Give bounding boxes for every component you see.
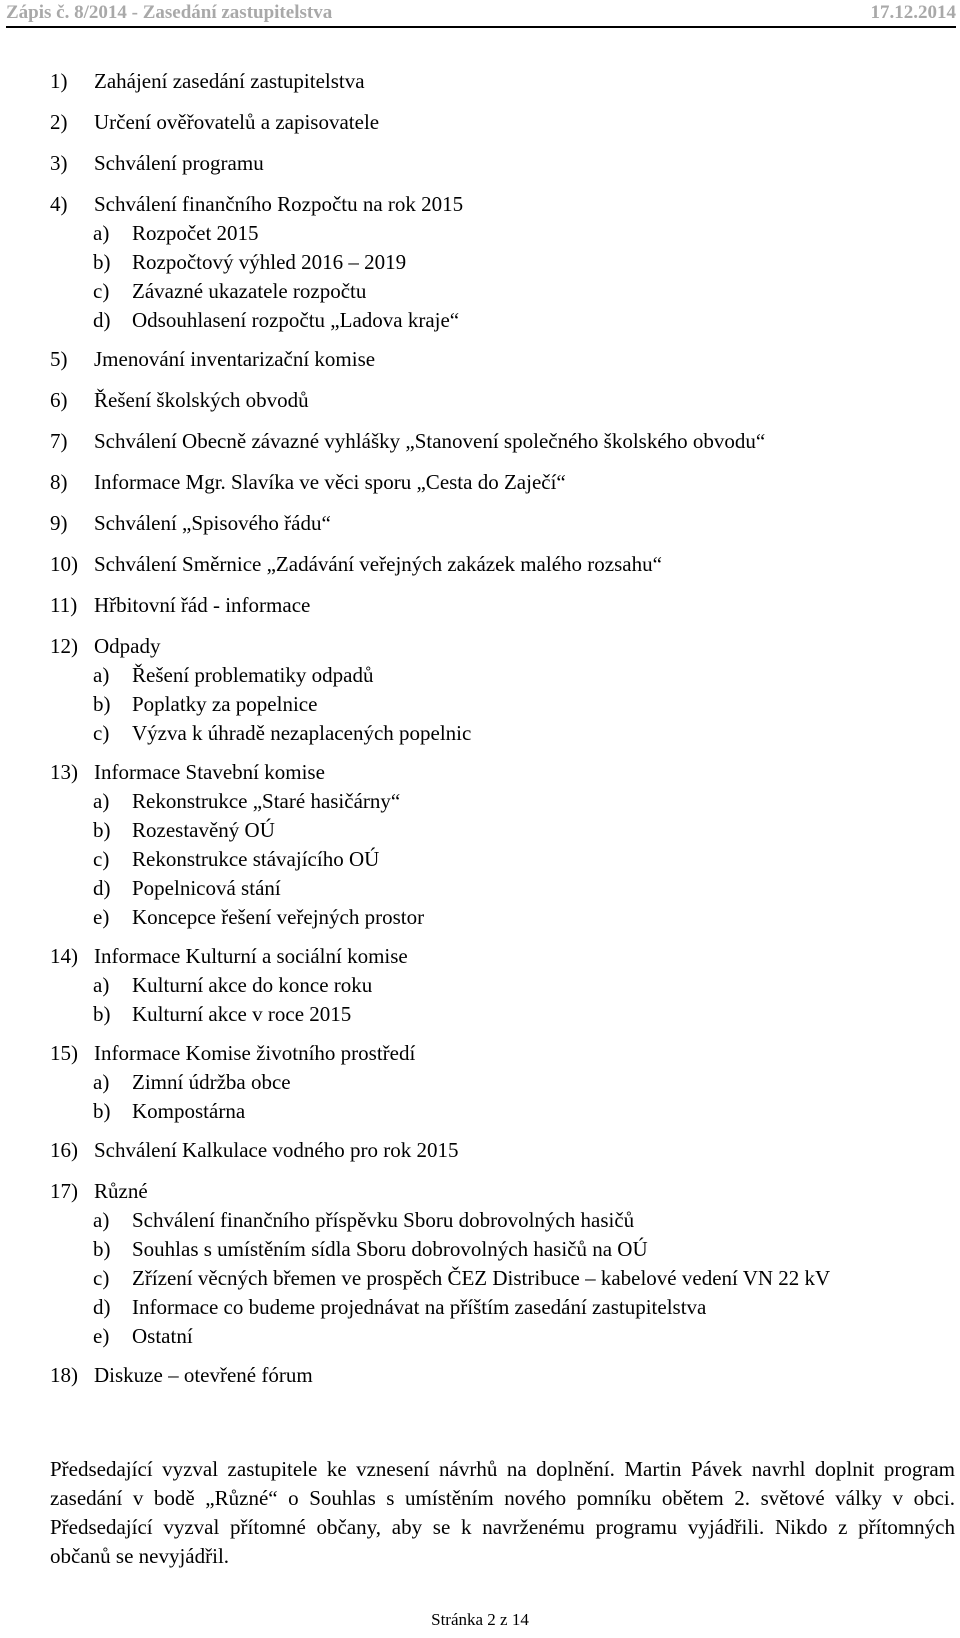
- agenda-item: [50, 942, 950, 971]
- agenda-item-number: 7): [50, 429, 68, 453]
- agenda-subitem: [50, 219, 950, 248]
- agenda-item-number: 12): [50, 634, 78, 658]
- agenda-subitem-text: Schválení finančního příspěvku Sboru dobrovolných hasičů: [132, 1208, 635, 1232]
- agenda-item-number: 13): [50, 760, 78, 784]
- agenda-item: [50, 591, 950, 620]
- agenda-subitem-text: Souhlas s umístěním sídla Sboru dobrovolných hasičů na OÚ: [132, 1237, 648, 1261]
- agenda-item-text: Informace Komise životního prostředí: [94, 1041, 416, 1065]
- agenda-subitem-text: Kompostárna: [132, 1099, 246, 1123]
- agenda-item-number: 16): [50, 1138, 78, 1162]
- agenda-subitem-text: Rekonstrukce stávajícího OÚ: [132, 847, 380, 871]
- agenda-subitem: [50, 277, 950, 306]
- agenda-item-number: 14): [50, 944, 78, 968]
- agenda-item: [50, 632, 950, 661]
- agenda-item: [50, 386, 950, 415]
- agenda-item: [50, 108, 950, 137]
- agenda-item-text: Schválení „Spisového řádu“: [94, 511, 331, 535]
- agenda-subitem-letter: a): [93, 789, 110, 813]
- agenda-item-text: Schválení programu: [94, 151, 264, 175]
- agenda-subitem-letter: b): [93, 1002, 111, 1026]
- agenda-item: [50, 1177, 950, 1206]
- agenda-subitem: [50, 845, 950, 874]
- agenda-subitem: [50, 248, 950, 277]
- agenda-subitem: [50, 1322, 950, 1351]
- page-header: [6, 2, 956, 28]
- agenda-item-text: Různé: [94, 1179, 148, 1203]
- agenda-item-number: 6): [50, 388, 68, 412]
- agenda-subitem: [50, 1068, 950, 1097]
- agenda-subitem-letter: c): [93, 279, 110, 303]
- agenda-subitem-letter: a): [93, 1208, 110, 1232]
- agenda-item-text: Řešení školských obvodů: [94, 388, 309, 412]
- agenda-subitem-text: Rozestavěný OÚ: [132, 818, 275, 842]
- agenda-subitem-text: Rozpočet 2015: [132, 221, 259, 245]
- agenda-item-text: Schválení Obecně závazné vyhlášky „Stanovení společného školského obvodu“: [94, 429, 766, 453]
- agenda-subitem: [50, 1206, 950, 1235]
- agenda-item: [50, 758, 950, 787]
- agenda-subitem: [50, 1097, 950, 1126]
- agenda-item: [50, 468, 950, 497]
- agenda-subitem-text: Popelnicová stání: [132, 876, 281, 900]
- agenda-subitem-text: Řešení problematiky odpadů: [132, 663, 374, 687]
- agenda-item-text: Informace Mgr. Slavíka ve věci sporu „Cesta do Zaječí“: [94, 470, 566, 494]
- agenda-item-number: 11): [50, 593, 78, 617]
- agenda-subitem-letter: d): [93, 1295, 111, 1319]
- agenda-subitem-letter: d): [93, 876, 111, 900]
- agenda-subitem-text: Koncepce řešení veřejných prostor: [132, 905, 425, 929]
- agenda-subitem-letter: b): [93, 1099, 111, 1123]
- agenda-subitem-text: Zřízení věcných břemen ve prospěch ČEZ Distribuce – kabelové vedení VN 22 kV: [132, 1266, 831, 1290]
- agenda-subitem: [50, 719, 950, 748]
- agenda-subitem-text: Informace co budeme projednávat na příštím zasedání zastupitelstva: [132, 1295, 707, 1319]
- agenda-subitem-letter: b): [93, 250, 111, 274]
- agenda-subitem: [50, 1293, 950, 1322]
- agenda-item-number: 2): [50, 110, 68, 134]
- agenda-subitem-text: Rozpočtový výhled 2016 – 2019: [132, 250, 407, 274]
- agenda-subitem: [50, 661, 950, 690]
- agenda-subitem-text: Odsouhlasení rozpočtu „Ladova kraje“: [132, 308, 460, 332]
- agenda-subitem-letter: b): [93, 818, 111, 842]
- agenda-item-text: Odpady: [94, 634, 161, 658]
- agenda-item: [50, 427, 950, 456]
- agenda-item-number: 17): [50, 1179, 78, 1203]
- agenda-subitem-text: Kulturní akce do konce roku: [132, 973, 373, 997]
- agenda-subitem-letter: b): [93, 692, 111, 716]
- agenda-subitem-letter: a): [93, 663, 110, 687]
- agenda-subitem-text: Výzva k úhradě nezaplacených popelnic: [132, 721, 472, 745]
- document-title: Zápis č. 8/2014 - Zasedání zastupitelstva: [6, 2, 333, 23]
- agenda-item-number: 15): [50, 1041, 78, 1065]
- body-paragraph: Předsedající vyzval zastupitele ke vznesení návrhů na doplnění. Martin Pávek navrhl doplnit program zasedání v bodě „Různé“ o Souhlas s umístěním nového pomníku obětem 2. světové války v obci. Předsedající vyzval přítomné občany, aby se k navrženému programu vyjádřili. Nikdo z přítomných občanů se nevyjádřil.: [50, 1457, 955, 1568]
- agenda-item-text: Informace Kulturní a sociální komise: [94, 944, 408, 968]
- agenda-item-text: Schválení Směrnice „Zadávání veřejných zakázek malého rozsahu“: [94, 552, 662, 576]
- agenda-item: [50, 1136, 950, 1165]
- agenda-subitem-letter: d): [93, 308, 111, 332]
- agenda-subitem-text: Kulturní akce v roce 2015: [132, 1002, 352, 1026]
- agenda-subitem-letter: a): [93, 221, 110, 245]
- agenda-subitem-letter: c): [93, 847, 110, 871]
- agenda-item: [50, 1039, 950, 1068]
- agenda-item: [50, 550, 950, 579]
- agenda-subitem-letter: a): [93, 973, 110, 997]
- agenda-subitem-text: Závazné ukazatele rozpočtu: [132, 279, 367, 303]
- agenda-item-text: Určení ověřovatelů a zapisovatele: [94, 110, 380, 134]
- page-footer: Stránka 2 z 14: [431, 1610, 529, 1629]
- agenda-subitem: [50, 1264, 950, 1293]
- agenda-subitem-letter: a): [93, 1070, 110, 1094]
- agenda-item: [50, 1361, 950, 1390]
- agenda-item: [50, 190, 950, 219]
- agenda-item: [50, 345, 950, 374]
- agenda-subitem: [50, 874, 950, 903]
- agenda-item-number: 3): [50, 151, 68, 175]
- agenda-item-number: 5): [50, 347, 68, 371]
- agenda-item-text: Diskuze – otevřené fórum: [94, 1363, 313, 1387]
- agenda-item: [50, 67, 950, 96]
- document-date: 17.12.2014: [870, 2, 956, 23]
- agenda-subitem-letter: c): [93, 721, 110, 745]
- agenda-item-text: Jmenování inventarizační komise: [94, 347, 376, 371]
- agenda-item-text: Informace Stavební komise: [94, 760, 325, 784]
- agenda-subitem: [50, 816, 950, 845]
- agenda-subitem-text: Rekonstrukce „Staré hasičárny“: [132, 789, 401, 813]
- agenda-item-number: 8): [50, 470, 68, 494]
- agenda-subitem-text: Poplatky za popelnice: [132, 692, 318, 716]
- agenda-subitem-letter: e): [93, 1324, 110, 1348]
- agenda-subitem: [50, 787, 950, 816]
- agenda-item-number: 4): [50, 192, 68, 216]
- agenda-subitem-letter: e): [93, 905, 110, 929]
- agenda-item-number: 10): [50, 552, 78, 576]
- agenda-subitem-letter: c): [93, 1266, 110, 1290]
- agenda-item: [50, 149, 950, 178]
- agenda-subitem: [50, 1235, 950, 1264]
- agenda-item: [50, 509, 950, 538]
- agenda-subitem: [50, 690, 950, 719]
- agenda-item-text: Schválení Kalkulace vodného pro rok 2015: [94, 1138, 459, 1162]
- agenda-subitem: [50, 903, 950, 932]
- agenda-item-text: Hřbitovní řád - informace: [94, 593, 311, 617]
- agenda-item-text: Zahájení zasedání zastupitelstva: [94, 69, 365, 93]
- agenda-item-text: Schválení finančního Rozpočtu na rok 2015: [94, 192, 464, 216]
- agenda-item-number: 18): [50, 1363, 78, 1387]
- agenda-subitem: [50, 1000, 950, 1029]
- agenda-item-number: 9): [50, 511, 68, 535]
- agenda-list: [50, 67, 950, 1390]
- agenda-subitem-letter: b): [93, 1237, 111, 1261]
- agenda-item-number: 1): [50, 69, 68, 93]
- agenda-subitem: [50, 971, 950, 1000]
- agenda-subitem-text: Ostatní: [132, 1324, 193, 1348]
- agenda-subitem: [50, 306, 950, 335]
- agenda-subitem-text: Zimní údržba obce: [132, 1070, 291, 1094]
